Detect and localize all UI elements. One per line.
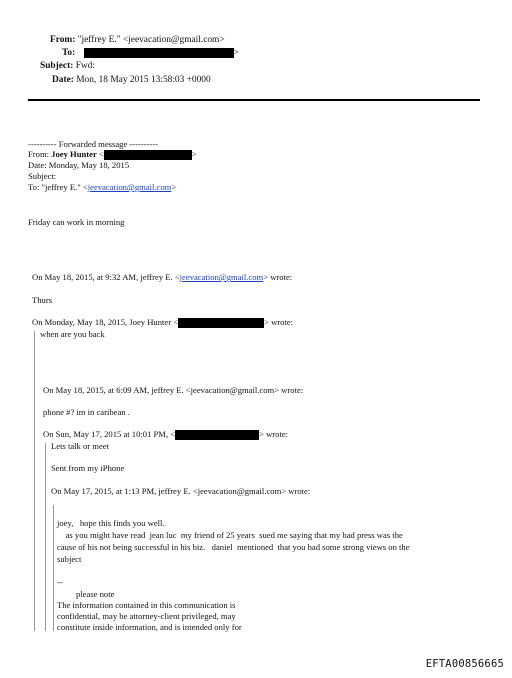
signature-dashes: -- bbox=[57, 577, 63, 587]
header-divider bbox=[28, 99, 480, 101]
message-line-2: as you might have read jean luc my friend of 25 years sued me saying that my bad press was the bbox=[57, 530, 403, 540]
note-line-3: confidential, may be attorney-client privileged, may bbox=[57, 611, 236, 621]
message-line-1: joey, hope this finds you well. bbox=[57, 518, 165, 528]
document-id: EFTA00856665 bbox=[425, 658, 504, 670]
redaction-box bbox=[175, 430, 259, 440]
quote5-text: Sent from my iPhone bbox=[51, 463, 125, 473]
quote4-prefix: On Sun, May 17, 2015 at 10:01 PM, < bbox=[43, 429, 176, 439]
quote1-header bbox=[32, 272, 292, 282]
quote1-text: Thurs bbox=[32, 295, 53, 305]
from-value: "jeffrey E." <jeevacation@gmail.com> bbox=[77, 35, 225, 45]
forwarded-from-open: < bbox=[96, 149, 104, 159]
quote-bar-1 bbox=[34, 331, 35, 631]
from-label: From: bbox=[50, 35, 76, 45]
quote6-header: On May 17, 2015, at 1:13 PM, jeffrey E. <jeevacation@gmail.com> wrote: bbox=[51, 486, 311, 496]
quote4-header bbox=[43, 429, 288, 440]
forwarded-to-prefix: To: "jeffrey E." < bbox=[28, 182, 88, 192]
header-subject-row bbox=[40, 61, 95, 72]
to-label: To: bbox=[62, 48, 76, 59]
subject-label: Subject: bbox=[40, 61, 74, 71]
body-line-1: Friday can work in morning bbox=[28, 217, 125, 227]
to-suffix: > bbox=[233, 48, 239, 59]
forwarded-from-prefix: From: bbox=[28, 149, 52, 159]
forwarded-to-row bbox=[28, 182, 176, 192]
date-label: Date: bbox=[52, 75, 74, 85]
quote2-suffix: > wrote: bbox=[264, 317, 294, 327]
quote1-prefix: On May 18, 2015, at 9:32 AM, jeffrey E. < bbox=[32, 272, 180, 282]
redaction-box bbox=[178, 318, 264, 328]
subject-value: Fwd: bbox=[75, 61, 95, 71]
message-line-3: cause of his not being successful in his biz. daniel mentioned that you had some strong views on the bbox=[57, 542, 410, 552]
quote1-suffix: > wrote: bbox=[263, 272, 293, 282]
forwarded-date: Date: Monday, May 18, 2015 bbox=[28, 160, 130, 170]
forwarded-from-row bbox=[28, 149, 197, 160]
message-line-4: subject bbox=[57, 554, 82, 564]
header-from-row bbox=[50, 35, 225, 46]
forwarded-to-suffix: > bbox=[171, 182, 177, 192]
date-value: Mon, 18 May 2015 13:58:03 +0000 bbox=[76, 75, 211, 85]
quote-bar-3 bbox=[53, 505, 54, 631]
redaction-box bbox=[104, 150, 192, 160]
quote2-header bbox=[32, 317, 293, 328]
quote2-text: when are you back bbox=[40, 329, 105, 339]
forwarded-divider: ---------- Forwarded message ---------- bbox=[28, 139, 159, 149]
note-line-2: The information contained in this communication is bbox=[57, 600, 236, 610]
note-line-4: constitute inside information, and is intended only for bbox=[57, 622, 242, 632]
quote2-prefix: On Monday, May 18, 2015, Joey Hunter < bbox=[32, 317, 179, 327]
quote-bar-2 bbox=[45, 443, 46, 631]
quote3-text: phone #? im in caribean . bbox=[43, 407, 130, 417]
note-line-1: please note bbox=[76, 589, 115, 599]
forwarded-from-name: Joey Hunter bbox=[51, 149, 97, 159]
forwarded-from-close: > bbox=[191, 149, 197, 159]
quote1-email-link[interactable]: jeevacation@gmail.com bbox=[179, 272, 264, 282]
forwarded-subject: Subject: bbox=[28, 171, 57, 181]
quote3-header: On May 18, 2015, at 6:09 AM, jeffrey E. <jeevacation@gmail.com> wrote: bbox=[43, 385, 304, 395]
forwarded-to-email-link[interactable]: jeevacation@gmail.com bbox=[87, 182, 172, 192]
redaction-box bbox=[84, 48, 234, 58]
header-date-row bbox=[52, 75, 211, 86]
quote4-suffix: > wrote: bbox=[259, 429, 289, 439]
quote4-text: Lets talk or meet bbox=[51, 441, 109, 451]
header-to-row bbox=[62, 48, 239, 59]
